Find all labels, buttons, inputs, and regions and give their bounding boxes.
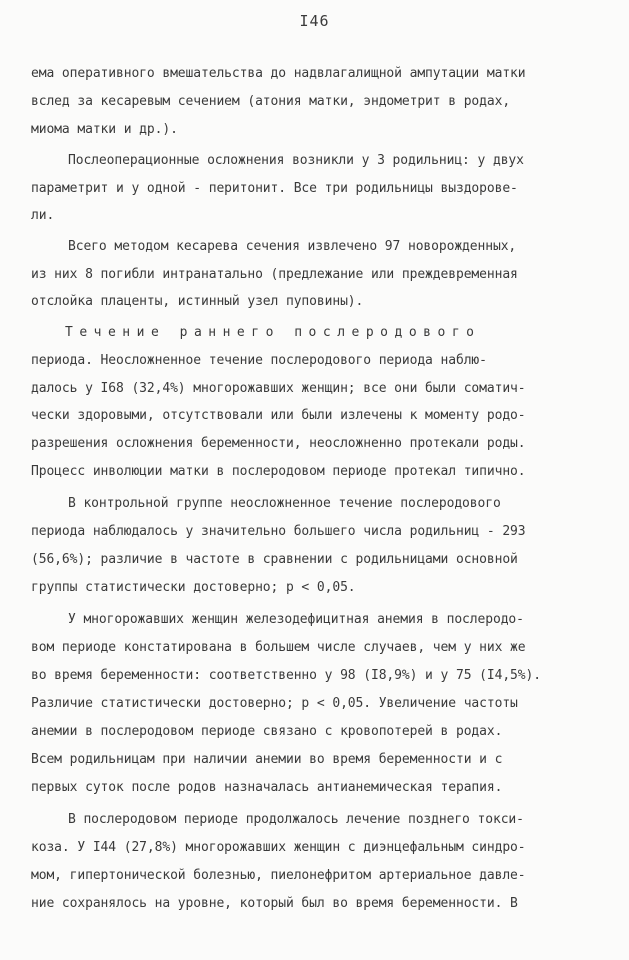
text-line: Различие статистически достоверно; р < 0,05. Увеличение частоты (31, 696, 518, 711)
text-line: из них 8 погибли интранатально (предлежание или преждевременная (31, 267, 518, 282)
text-line: ема оперативного вмешательства до надвлагалищной ампутации матки (31, 66, 526, 81)
text-line: Процесс инволюции матки в послеродовом периоде протекал типично. (31, 464, 526, 479)
section-heading: Течение раннего послеродового (65, 325, 481, 340)
page-number: I46 (299, 12, 330, 30)
text-line: (56,6%); различие в частоте в сравнении с родильницами основной (31, 552, 518, 567)
text-line: отслойка плаценты, истинный узел пуповины). (31, 294, 364, 309)
text-line: ние сохранялось на уровне, который был во время беременности. В (31, 896, 518, 911)
text-line: далось у I68 (32,4%) многорожавших женщин; все они были соматич- (31, 381, 526, 396)
text-line: разрешения осложнения беременности, неосложненно протекали роды. (31, 436, 526, 451)
text-line: У многорожавших женщин железодефицитная анемия в послеродо- (68, 612, 524, 627)
text-line: вом периоде констатирована в большем числе случаев, чем у них же (31, 640, 526, 655)
text-line: В послеродовом периоде продолжалось лечение позднего токси- (68, 812, 524, 827)
text-line: В контрольной группе неосложненное течение послеродового (68, 496, 501, 511)
text-line: периода. Неосложненное течение послеродового периода наблю- (31, 353, 487, 368)
text-line: чески здоровыми, отсутствовали или были излечены к моменту родо- (31, 408, 526, 423)
text-line: мом, гипертонической болезнью, пиелонефритом артериальное давле- (31, 868, 526, 883)
text-line: Всем родильницам при наличии анемии во время беременности и с (31, 752, 503, 767)
text-line: периода наблюдалось у значительно большего числа родильниц - 293 (31, 524, 526, 539)
text-line: коза. У I44 (27,8%) многорожавших женщин с диэнцефальным синдро- (31, 840, 526, 855)
text-line: вслед за кесаревым сечением (атония матки, эндометрит в родах, (31, 94, 511, 109)
text-line: ли. (31, 208, 55, 223)
text-line: во время беременности: соответственно у 98 (I8,9%) и у 75 (I4,5%). (31, 668, 541, 683)
text-line: группы статистически достоверно; р < 0,05. (31, 580, 356, 595)
text-line: анемии в послеродовом периоде связано с кровопотерей в родах. (31, 724, 503, 739)
text-line: Послеоперационные осложнения возникли у 3 родильниц: у двух (68, 153, 524, 168)
text-line: первых суток после родов назначалась антианемическая терапия. (31, 780, 503, 795)
text-line: миома матки и др.). (31, 122, 178, 137)
text-line: параметрит и у одной - перитонит. Все три родильницы выздорове- (31, 181, 518, 196)
text-line: Всего методом кесарева сечения извлечено 97 новорожденных, (68, 239, 517, 254)
